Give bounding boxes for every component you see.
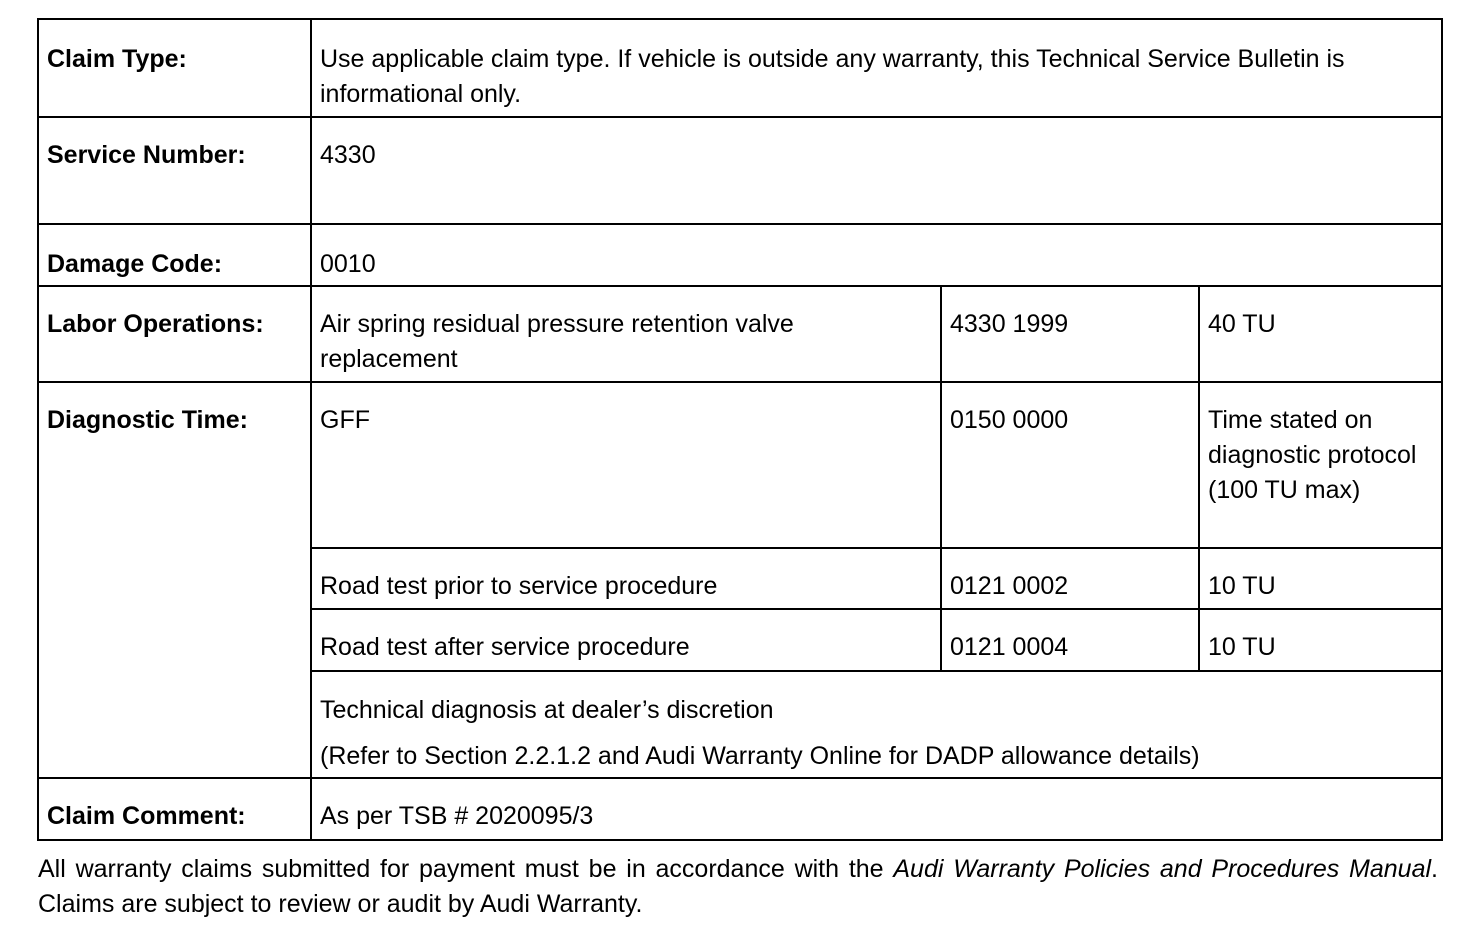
warranty-claim-table bbox=[37, 18, 1443, 841]
diagnostic-item-code: 0121 0004 bbox=[941, 609, 1199, 671]
labor-operations-label: Labor Operations: bbox=[38, 286, 311, 382]
claim-type-label: Claim Type: bbox=[38, 19, 311, 117]
diagnostic-item-code: 0121 0002 bbox=[941, 548, 1199, 609]
claim-comment-label: Claim Comment: bbox=[38, 778, 311, 840]
footer-text-after: . Claims are subject to review or audit by Audi Warranty. bbox=[38, 855, 1438, 918]
diagnostic-time-label: Diagnostic Time: bbox=[38, 382, 311, 778]
warranty-footer-note bbox=[38, 852, 1438, 922]
service-number-label: Service Number: bbox=[38, 117, 311, 224]
damage-code-label: Damage Code: bbox=[38, 224, 311, 286]
labor-operation-time: 40 TU bbox=[1199, 286, 1442, 382]
claim-type-value: Use applicable claim type. If vehicle is outside any warranty, this Technical Service Bulletin is informational only. bbox=[311, 19, 1442, 117]
diagnostic-item-code: 0150 0000 bbox=[941, 382, 1199, 548]
footer-text-before: All warranty claims submitted for payment must be in accordance with the bbox=[38, 855, 894, 883]
labor-operations-row bbox=[38, 286, 1442, 382]
diagnostic-item-description: GFF bbox=[311, 382, 941, 548]
labor-operation-description: Air spring residual pressure retention valve replacement bbox=[311, 286, 941, 382]
diagnostic-note-line1: Technical diagnosis at dealer’s discretion bbox=[320, 696, 774, 724]
claim-comment-value: As per TSB # 2020095/3 bbox=[311, 778, 1442, 840]
diagnostic-note bbox=[311, 671, 1442, 778]
claim-type-row bbox=[38, 19, 1442, 117]
warranty-manual-title: Audi Warranty Policies and Procedures Manual bbox=[893, 855, 1432, 883]
diagnostic-item-description: Road test prior to service procedure bbox=[311, 548, 941, 609]
damage-code-row bbox=[38, 224, 1442, 286]
damage-code-value: 0010 bbox=[311, 224, 1442, 286]
diagnostic-note-line2: (Refer to Section 2.2.1.2 and Audi Warranty Online for DADP allowance details) bbox=[320, 742, 1200, 770]
diagnostic-item-time: 10 TU bbox=[1199, 548, 1442, 609]
service-number-value: 4330 bbox=[311, 117, 1442, 224]
diagnostic-item-time: Time stated on diagnostic protocol (100 TU max) bbox=[1199, 382, 1442, 548]
service-number-row bbox=[38, 117, 1442, 224]
diagnostic-item-time: 10 TU bbox=[1199, 609, 1442, 671]
diagnostic-item-description: Road test after service procedure bbox=[311, 609, 941, 671]
claim-comment-row bbox=[38, 778, 1442, 840]
diagnostic-item-row bbox=[38, 382, 1442, 548]
labor-operation-code: 4330 1999 bbox=[941, 286, 1199, 382]
